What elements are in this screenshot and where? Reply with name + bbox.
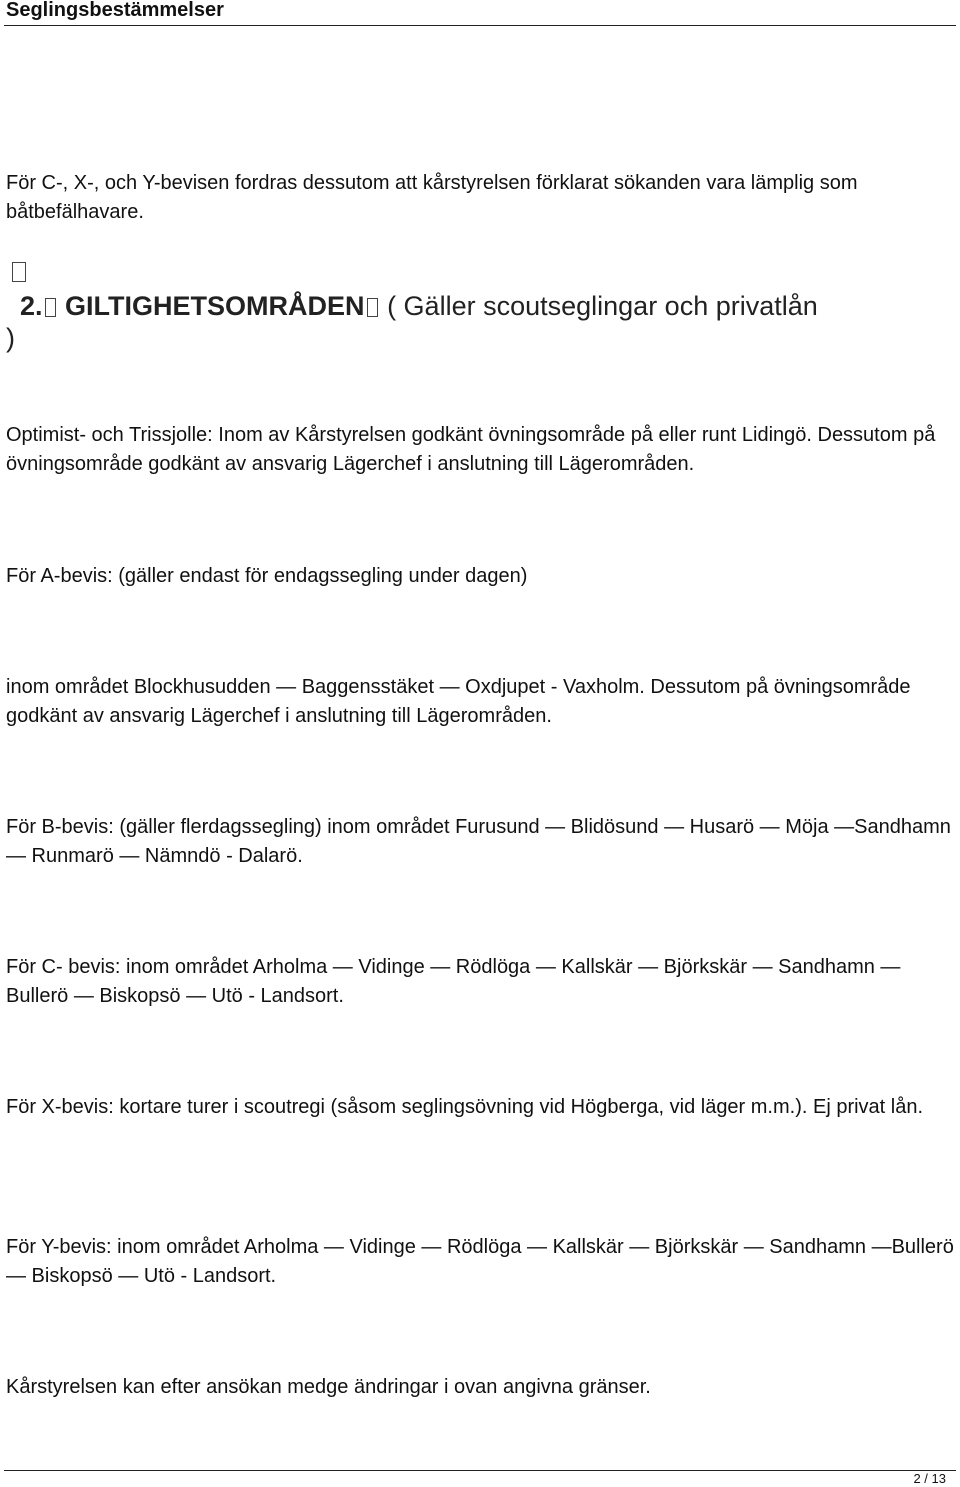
section-number: 2. [20, 291, 43, 321]
document-header-title: Seglingsbestämmelser [6, 0, 224, 21]
paragraph-x-bevis: För X-bevis: kortare turer i scoutregi (såsom seglingsövning vid Högberga, vid läger m.m.). Ej privat lån. [6, 1096, 924, 1118]
paragraph-c-bevis: För C- bevis: inom området Arholma — Vidinge — Rödlöga — Kallskär — Björkskär — Sandhamn —Bullerö — Biskopsö — Utö - Landsort. [6, 956, 901, 1007]
paragraph-a-area: inom området Blockhusudden — Baggensstäket — Oxdjupet - Vaxholm. Dessutom på övningsområde godkänt av ansvarig Lägerchef i anslutning till Lägerområden. [6, 676, 911, 727]
page-number: 2 / 13 [913, 1471, 946, 1486]
footer-divider [4, 1470, 956, 1471]
section-subtitle-close: ) [6, 323, 15, 353]
paragraph-a-bevis: För A-bevis: (gäller endast för endagssegling under dagen) [6, 565, 528, 587]
missing-glyph-icon [45, 298, 56, 317]
paragraph-b-bevis: För B-bevis: (gäller flerdagssegling) inom området Furusund — Blidösund — Husarö — Möja —Sandhamn — Runmarö — Nämndö - Dalarö. [6, 816, 951, 867]
paragraph-optimist: Optimist- och Trissjolle: Inom av Kårstyrelsen godkänt övningsområde på eller runt Lidingö. Dessutom på övningsområde godkänt av ansvarig Lägerchef i anslutning till Lägerområden. [6, 424, 936, 475]
missing-glyph-icon [367, 298, 378, 317]
header-divider [4, 25, 956, 26]
paragraph-changes: Kårstyrelsen kan efter ansökan medge ändringar i ovan angivna gränser. [6, 1376, 651, 1398]
missing-glyph-icon [12, 262, 26, 282]
section-title: GILTIGHETSOMRÅDEN [65, 291, 365, 321]
paragraph-y-bevis: För Y-bevis: inom området Arholma — Vidinge — Rödlöga — Kallskär — Björkskär — Sandhamn —Bullerö — Biskopsö — Utö - Landsort. [6, 1236, 954, 1287]
section-subtitle: ( Gäller scoutseglingar och privatlån [387, 291, 818, 321]
section-heading [6, 290, 956, 354]
intro-paragraph: För C-, X-, och Y-bevisen fordras dessutom att kårstyrelsen förklarat sökanden vara lämplig som båtbefälhavare. [6, 172, 858, 223]
